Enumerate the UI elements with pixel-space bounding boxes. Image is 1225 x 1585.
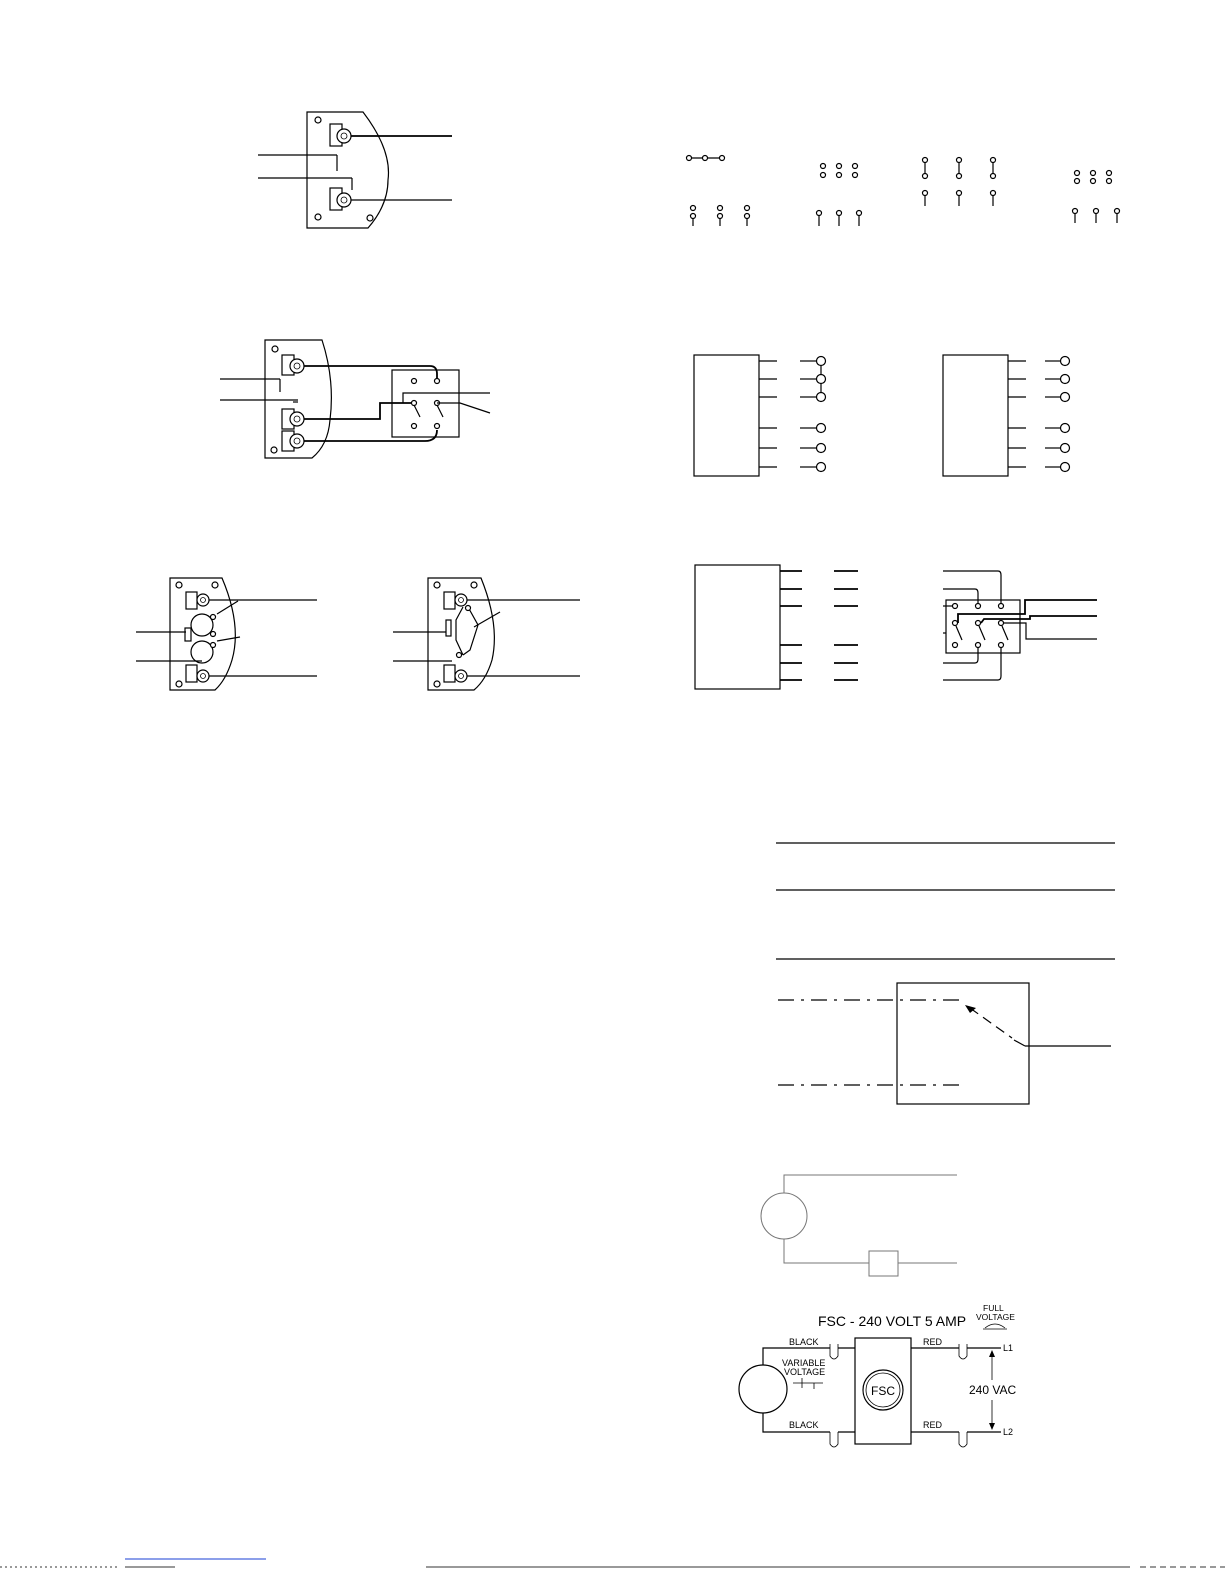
- full-voltage-label-2: VOLTAGE: [976, 1312, 1015, 1322]
- full-voltage-label-1: FULL: [983, 1303, 1004, 1313]
- fsc-wiring-diagram: [739, 1303, 1016, 1447]
- limit-control-diagram-4: [393, 578, 580, 690]
- terminal-block-diagrams: [694, 355, 1070, 476]
- motor-symbol: [739, 1365, 787, 1413]
- black-wire-bottom-label: BLACK: [789, 1420, 819, 1430]
- supply-voltage-label: 240 VAC: [969, 1383, 1017, 1397]
- red-wire-bottom-label: RED: [923, 1420, 943, 1430]
- limit-control-diagram-1: [258, 112, 452, 228]
- black-wire-top-label: BLACK: [789, 1337, 819, 1347]
- control-location-diagram: [778, 983, 1111, 1104]
- contact-arrangement-symbols: [687, 156, 1120, 227]
- terminal-relay-diagram: [695, 565, 1097, 689]
- fsc-title: FSC - 240 VOLT 5 AMP: [818, 1313, 967, 1329]
- motor-circuit-diagram: [761, 1175, 957, 1276]
- l1-label: L1: [1003, 1343, 1014, 1353]
- red-wire-top-label: RED: [923, 1337, 943, 1347]
- limit-control-diagram-2: [220, 340, 490, 458]
- variable-voltage-icon: [793, 1378, 823, 1389]
- limit-control-diagram-3: [136, 578, 317, 690]
- variable-voltage-label-1: VARIABLE: [782, 1358, 826, 1368]
- footer-rule: [0, 1559, 1225, 1567]
- variable-voltage-label-2: VOLTAGE: [784, 1367, 826, 1377]
- fsc-label: FSC: [871, 1384, 895, 1398]
- l2-label: L2: [1003, 1427, 1014, 1437]
- table-rules: [776, 843, 1115, 959]
- full-voltage-icon: [983, 1324, 1007, 1329]
